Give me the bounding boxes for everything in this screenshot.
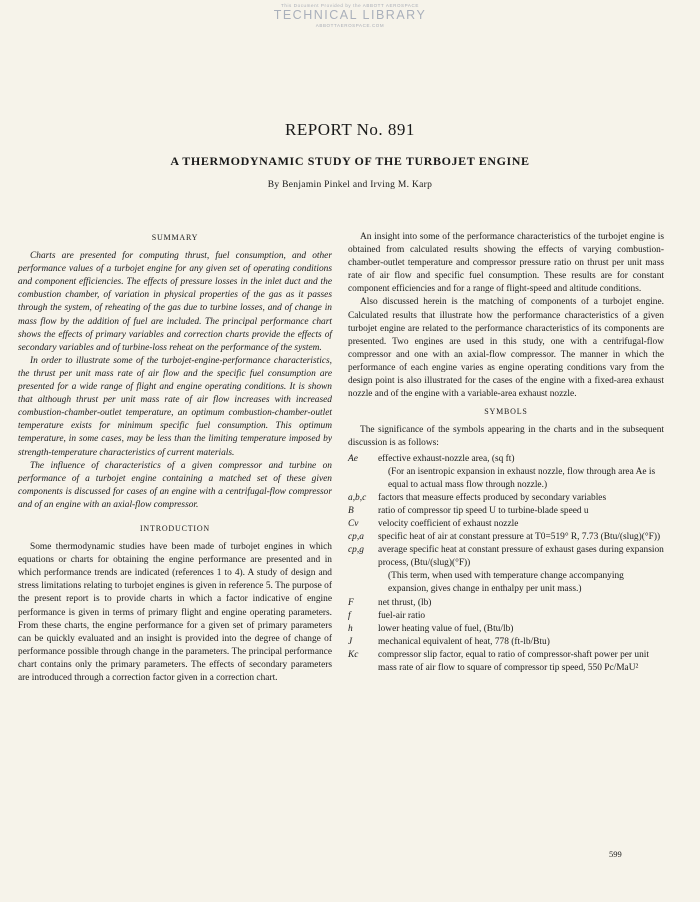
symbol-definition: average specific heat at constant pressure of exhaust gases during expansion process, (Btu/(slug)(°F)) (This term, when used with temperature change accompanying expansion, gives change in enthalpy per unit mass.) <box>378 544 664 596</box>
report-number: REPORT No. 891 <box>285 120 415 139</box>
summary-paragraph: In order to illustrate some of the turbojet-engine-performance characteristics, the thrust per unit mass rate of air flow and the specific fuel consumption are presented for a wide range of flight and engine operating conditions. It is shown that although thrust per unit mass rate of air flow increases with increased combustion-chamber-outlet temperature, an optimum combustion-chamber-outlet temperature exists for minimum specific fuel consumption. This optimum temperature, in some cases, may be less than the limiting temperature imposed by strength-temperature characteristics of current materials. <box>18 355 332 458</box>
symbol-definition: ratio of compressor tip speed U to turbine-blade speed u <box>378 505 589 516</box>
symbol-entry <box>348 623 664 636</box>
symbol-name: Ae <box>348 453 358 464</box>
symbol-note: (For an isentropic expansion in exhaust nozzle, flow through area Ae is equal to actual mass flow through nozzle.) <box>388 466 656 490</box>
body-paragraph: An insight into some of the performance characteristics of the turbojet engine is obtained from calculated results showing the effects of varying combustion-chamber-outlet temperature and compressor pressure ratio on thrust per unit mass rate of air flow and specific fuel consumption. These results are for constant component efficiencies and for a range of flight-speed and altitude conditions. <box>348 232 664 295</box>
symbol-entry <box>348 453 664 492</box>
symbol-name: a,b,c <box>348 492 367 503</box>
symbol-name: cp,a <box>348 532 364 543</box>
body-paragraph: Also discussed herein is the matching of components of a turbojet engine. Calculated results that illustrate how the performance characteristics of a given turbojet engine are related to the performance characteristics of its components are presented. Two engines are used in this study, one with a centrifugal-flow compressor and one with an axial-flow compressor. The manner in which the performance of each engine varies as engine operating conditions vary from the design point is also illustrated for the cases of the engine with a fixed-area exhaust nozzle and of the engine with a variable-area exhaust nozzle. <box>348 297 664 400</box>
symbol-definition: effective exhaust-nozzle area, (sq ft) (For an isentropic expansion in exhaust nozzle, flow through area Ae is equal to actual mass flow through nozzle.) <box>378 453 664 492</box>
introduction-paragraph: Some thermodynamic studies have been made of turbojet engines in which equations or charts for obtaining the engine performance are presented and in which performance trends are indicated (references 1 to 4). A study of design and stress limitations relating to turbojet engines is given in reference 5. The purpose of the present report is to provide charts in which a factor indicative of engine performance is given in terms of primary flight and engine operating parameters. From these charts, the engine performance for a given set of primary parameters can be quickly evaluated and an insight is provided into the degree of change of performance possible through change in the parameters. The principal performance chart contains only the primary parameters. The effects of secondary parameters are introduced through a correction factor given in a correction chart. <box>18 542 332 683</box>
symbol-name: Kc <box>348 649 359 660</box>
symbol-entry <box>348 518 664 531</box>
symbol-definition: compressor slip factor, equal to ratio of compressor-shaft power per unit mass rate of air flow to square of compressor tip speed, 550 Pc/MaU² <box>378 649 649 673</box>
right-column <box>348 231 664 675</box>
summary-paragraph: The influence of characteristics of a given compressor and turbine on performance of a turbojet engine containing a matched set of these given components is discussed for cases of an engine with a centrifugal-flow compressor and of an engine with an axial-flow compressor. <box>18 460 332 510</box>
symbol-entry <box>348 610 664 623</box>
left-column <box>18 231 332 685</box>
byline: By Benjamin Pinkel and Irving M. Karp <box>267 180 433 190</box>
symbol-note: (This term, when used with temperature change accompanying expansion, gives change in enthalpy per unit mass.) <box>388 571 624 595</box>
symbol-definition: mechanical equivalent of heat, 778 (ft-lb/Btu) <box>378 636 550 647</box>
summary-section <box>18 231 332 512</box>
watermark-url: ABBOTTAEROSPACE.COM <box>315 23 385 28</box>
introduction-heading: INTRODUCTION <box>139 523 211 533</box>
symbol-list <box>348 453 664 676</box>
page-number: 599 <box>609 849 622 859</box>
symbol-entry <box>348 505 664 518</box>
symbol-name: cp,g <box>348 545 364 556</box>
summary-paragraph: Charts are presented for computing thrust, fuel consumption, and other performance values of a turbojet engine for any given set of operating conditions and component efficiencies. The effects of pressure losses in the inlet duct and the combustion chamber, of variation in physical properties of the gas as it passes through the system, of reheating of the gas due to turbine losses, and of change in mass flow by the addition of fuel are included. The principal performance chart shows the effects of primary variables and correction charts provide the effects of secondary variables and of turbine-loss reheat on the performance of the system. <box>18 251 332 353</box>
symbol-definition: fuel-air ratio <box>378 610 426 621</box>
symbols-heading: SYMBOLS <box>484 407 528 417</box>
watermark-source-line: This Document Provided by the ABBOTT AEROSPACE <box>281 3 419 8</box>
symbol-entry <box>348 531 664 544</box>
symbol-name: Cv <box>348 518 359 529</box>
symbol-entry <box>348 597 664 610</box>
symbol-name: h <box>348 623 353 634</box>
symbol-name: B <box>348 505 354 516</box>
symbol-entry <box>348 544 664 596</box>
symbol-name: F <box>348 597 354 608</box>
symbol-definition: lower heating value of fuel, (Btu/lb) <box>378 623 514 634</box>
symbol-entry <box>348 636 664 649</box>
symbol-definition: velocity coefficient of exhaust nozzle <box>378 518 519 529</box>
symbol-name: J <box>348 636 353 647</box>
symbol-name: f <box>348 610 351 621</box>
watermark-library: TECHNICAL LIBRARY <box>273 8 427 22</box>
symbol-definition: net thrust, (lb) <box>378 597 432 608</box>
symbol-definition: specific heat of air at constant pressure at T0=519° R, 7.73 (Btu/(slug)(°F)) <box>378 532 661 543</box>
symbols-intro: The significance of the symbols appearing in the charts and in the subsequent discussion is as follows: <box>348 425 664 449</box>
symbol-definition: factors that measure effects produced by secondary variables <box>378 492 607 503</box>
symbol-entry <box>348 649 664 675</box>
summary-heading: SUMMARY <box>151 233 199 242</box>
symbol-entry <box>348 492 664 505</box>
paper-title: A THERMODYNAMIC STUDY OF THE TURBOJET ENGINE <box>170 154 530 168</box>
introduction-section <box>18 522 332 685</box>
